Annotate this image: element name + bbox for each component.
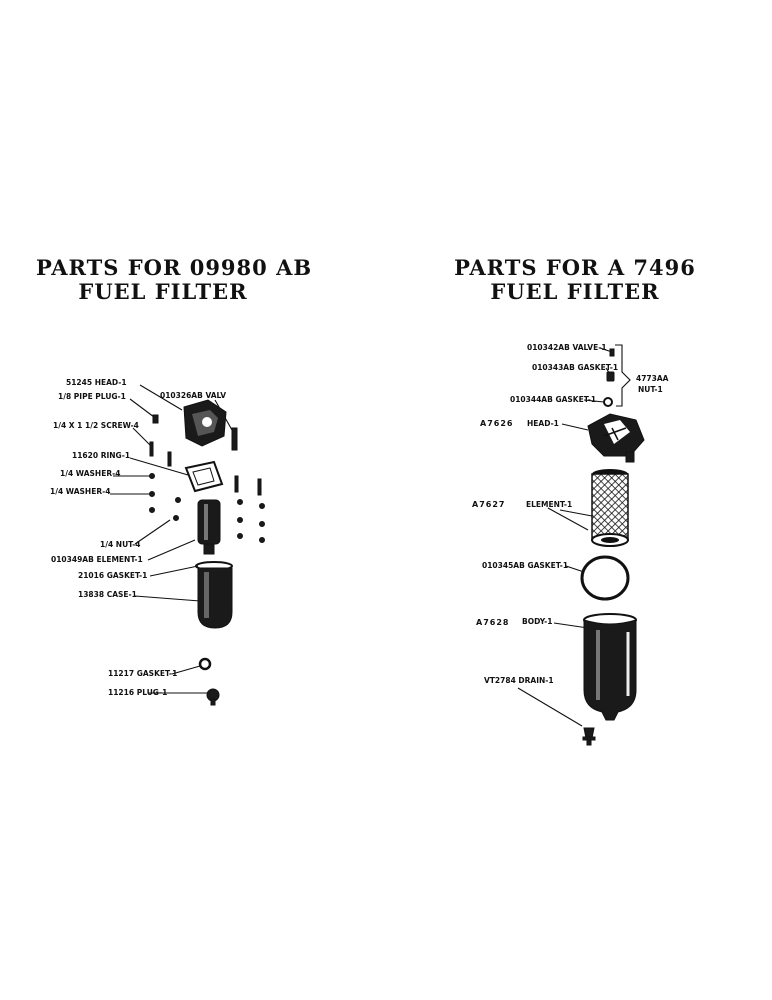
label-screw: 1/4 X 1 1/2 SCREW-4	[53, 421, 139, 430]
label-r-valve: 010342AB VALVE-1	[527, 343, 607, 352]
r-element-part	[592, 469, 628, 546]
label-plug: 11216 PLUG-1	[108, 688, 168, 697]
leader-r-drain	[518, 688, 582, 726]
r-gasket-low-part	[582, 557, 628, 599]
label-washer-a: 1/4 WASHER-4	[60, 469, 121, 478]
label-gasket: 21016 GASKET-1	[78, 571, 148, 580]
r-drain-part	[583, 728, 595, 745]
label-r-gasket-mid: 010344AB GASKET-1	[510, 395, 597, 404]
label-ring: 11620 RING-1	[72, 451, 131, 460]
label-r-nut-group-a: 4773AA	[636, 374, 669, 383]
leader-r-head	[562, 424, 588, 430]
label-valve: 010326AB VALV	[160, 391, 227, 400]
bracket-r-nut	[615, 345, 630, 406]
leader-r-gasket-low	[566, 566, 584, 572]
right-title-line1: PARTS FOR A 7496	[454, 255, 696, 280]
r-gasket-top-part	[607, 372, 614, 381]
label-washer-b: 1/4 WASHER-4	[50, 487, 111, 496]
label-r-head-num: A7626	[480, 419, 514, 428]
label-r-body-num: A7628	[476, 618, 510, 627]
label-pipe-plug: 1/8 PIPE PLUG-1	[58, 392, 126, 401]
label-head: 51245 HEAD-1	[66, 378, 127, 387]
r-valve-part	[610, 349, 614, 356]
left-title-line1: PARTS FOR 09980 AB	[36, 255, 313, 280]
label-r-drain: VT2784 DRAIN-1	[484, 676, 554, 685]
label-element: 010349AB ELEMENT-1	[51, 555, 143, 564]
label-r-element: ELEMENT-1	[526, 500, 573, 509]
label-r-gasket-top: 010343AB GASKET-1	[532, 363, 619, 372]
left-title-line2: FUEL FILTER	[78, 279, 248, 304]
label-r-gasket-low: 010345AB GASKET-1	[482, 561, 569, 570]
label-r-element-num: A7627	[472, 500, 506, 509]
r-gasket-mid-part	[604, 398, 612, 406]
label-r-nut-group-b: NUT-1	[638, 385, 663, 394]
label-r-body: BODY-1	[522, 617, 553, 626]
label-r-head: HEAD-1	[527, 419, 559, 428]
label-case: 13838 CASE-1	[78, 590, 137, 599]
r-body-part	[584, 614, 636, 720]
leader-r-body	[554, 623, 588, 628]
leader-r-element-b	[560, 510, 592, 516]
r-head-part	[588, 414, 644, 462]
right-title-line2: FUEL FILTER	[490, 279, 660, 304]
label-gasket-small: 11217 GASKET-1	[108, 669, 178, 678]
label-nut: 1/4 NUT-4	[100, 540, 141, 549]
